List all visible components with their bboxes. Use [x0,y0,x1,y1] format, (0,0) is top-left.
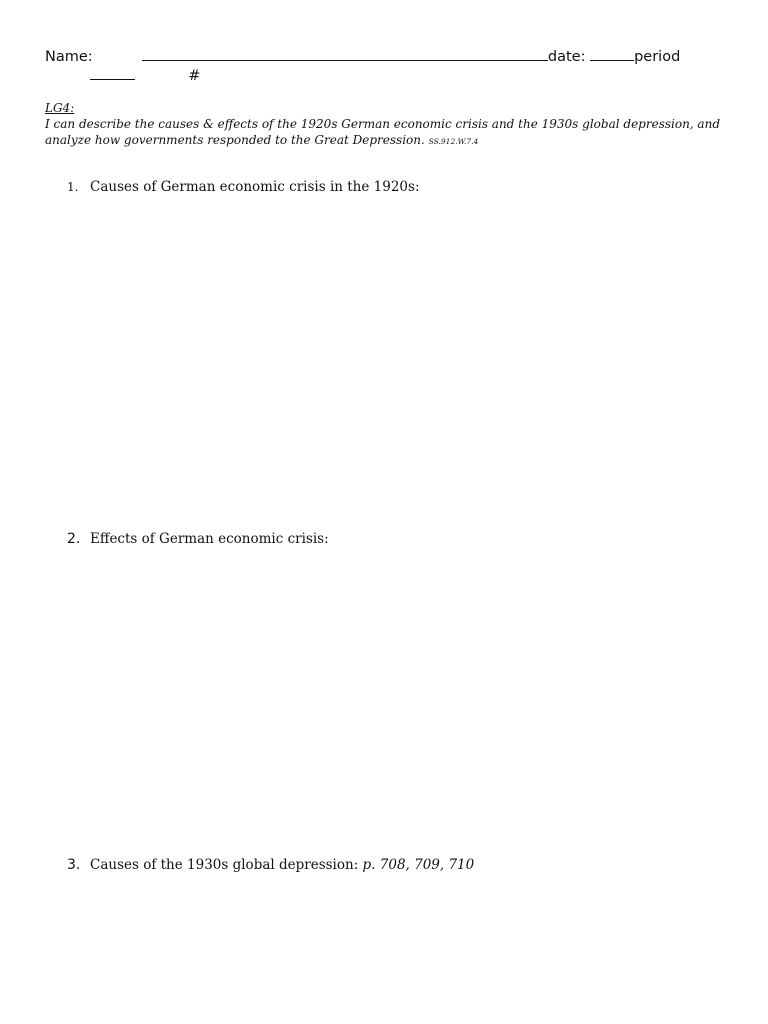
question-3 [67,856,474,874]
number-label: # [188,68,201,84]
question-number: 3. [67,857,81,873]
page-reference: p. 708, 709, 710 [362,857,475,873]
question-2 [67,530,329,548]
question-text: Effects of German economic crisis: [90,531,329,547]
answer-space-3[interactable] [45,883,735,1013]
date-blank[interactable] [590,46,634,61]
learning-goal-text: I can describe the causes & effects of the 1920s German economic crisis and the 1930s global depression, and analyze how governments responded to the Great Depression. [45,117,720,147]
date-label: date: [547,49,586,65]
header-line-2 [90,65,200,86]
standard-code: SS.912.W.7.4 [428,137,479,146]
period-blank[interactable] [90,65,135,80]
question-1 [67,178,420,196]
question-text: Causes of the 1930s global depression: [90,857,359,873]
answer-space-1[interactable] [45,205,735,515]
answer-space-2[interactable] [45,557,735,837]
question-number: 2. [67,531,81,547]
name-label: Name: [45,49,93,65]
learning-goal-label: LG4: [45,101,75,115]
name-blank[interactable] [142,46,548,61]
period-label: period [634,49,681,65]
question-number: 1. [67,180,79,194]
question-text: Causes of German economic crisis in the 1920s: [90,179,420,195]
spacer [97,47,137,61]
learning-goal [45,100,735,150]
header-line-1 [45,46,680,67]
